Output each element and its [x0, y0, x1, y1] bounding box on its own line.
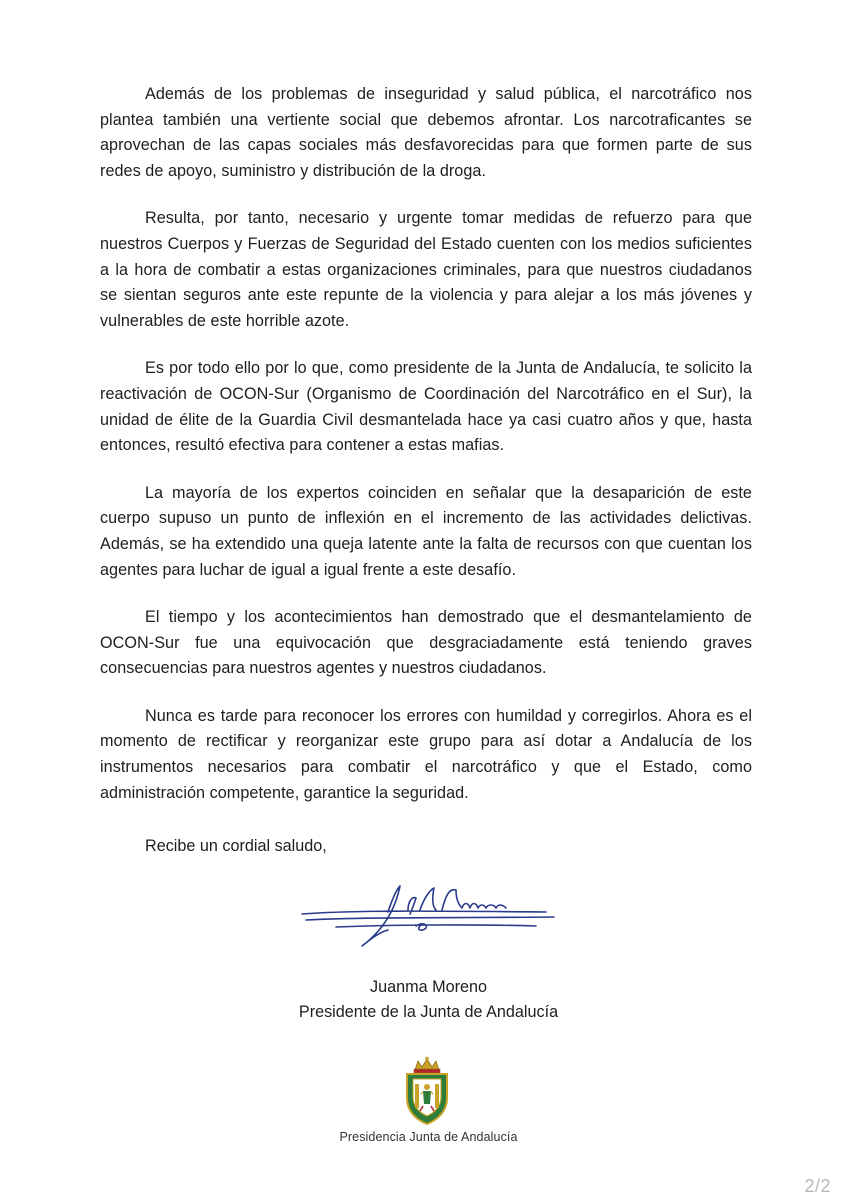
signature-block	[0, 975, 857, 1025]
signatory-title: Presidente de la Junta de Andalucía	[298, 1003, 559, 1021]
paragraph: Resulta, por tanto, necesario y urgente tomar medidas de refuerzo para que nuestros Cuerpos y Fuerzas de Seguridad del Estado cuenten con los medios suficientes a la hora de combatir a estas organizaciones criminales, para que nuestros ciudadanos se sientan seguros ante este repunte de la violencia y para alejar a los más jóvenes y vulnerables de este horrible azote.	[100, 209, 752, 330]
handwritten-signature	[296, 880, 560, 952]
letter-body	[100, 82, 752, 828]
paragraph: Nunca es tarde para reconocer los errores con humildad y corregirlos. Ahora es el momento de rectificar y reorganizar este grupo para así dotar a Andalucía de los instrumentos necesarios para combatir el narcotráfico y que el Estado, como administración competente, garantice la seguridad.	[100, 706, 752, 802]
paragraph: Además de los problemas de inseguridad y salud pública, el narcotráfico nos plantea también una vertiente social que debemos afrontar. Los narcotraficantes se aprovechan de las capas sociales más desfavorecidas para que formen parte de sus redes de apoyo, suministro y distribución de la droga.	[100, 85, 752, 180]
paragraph: La mayoría de los expertos coinciden en señalar que la desaparición de este cuerpo supuso un punto de inflexión en el incremento de las actividades delictivas. Además, se ha extendido una queja latente ante la falta de recursos con que cuentan los agentes para luchar de igual a igual frente a este desafío.	[100, 483, 752, 579]
institution-name: Presidencia Junta de Andalucía	[339, 1130, 518, 1144]
paragraph: El tiempo y los acontecimientos han demostrado que el desmantelamiento de OCON-Sur fue una equivocación que desgraciadamente está teniendo graves consecuencias para nuestros agentes y nuestros ciudadanos.	[100, 608, 752, 678]
closing-salutation: Recibe un cordial saludo,	[145, 837, 327, 855]
paragraph: Es por todo ello por lo que, como presidente de la Junta de Andalucía, te solicito la reactivación de OCON-Sur (Organismo de Coordinación del Narcotráfico en el Sur), la unidad de élite de la Guardia Civil desmantelada hace ya casi cuatro años y que, hasta entonces, resultó efectiva para contener a estas mafias.	[100, 359, 752, 455]
page-number: 2/2	[804, 1176, 831, 1196]
signatory-name: Juanma Moreno	[370, 978, 487, 996]
junta-andalucia-crest-icon	[398, 1056, 456, 1126]
